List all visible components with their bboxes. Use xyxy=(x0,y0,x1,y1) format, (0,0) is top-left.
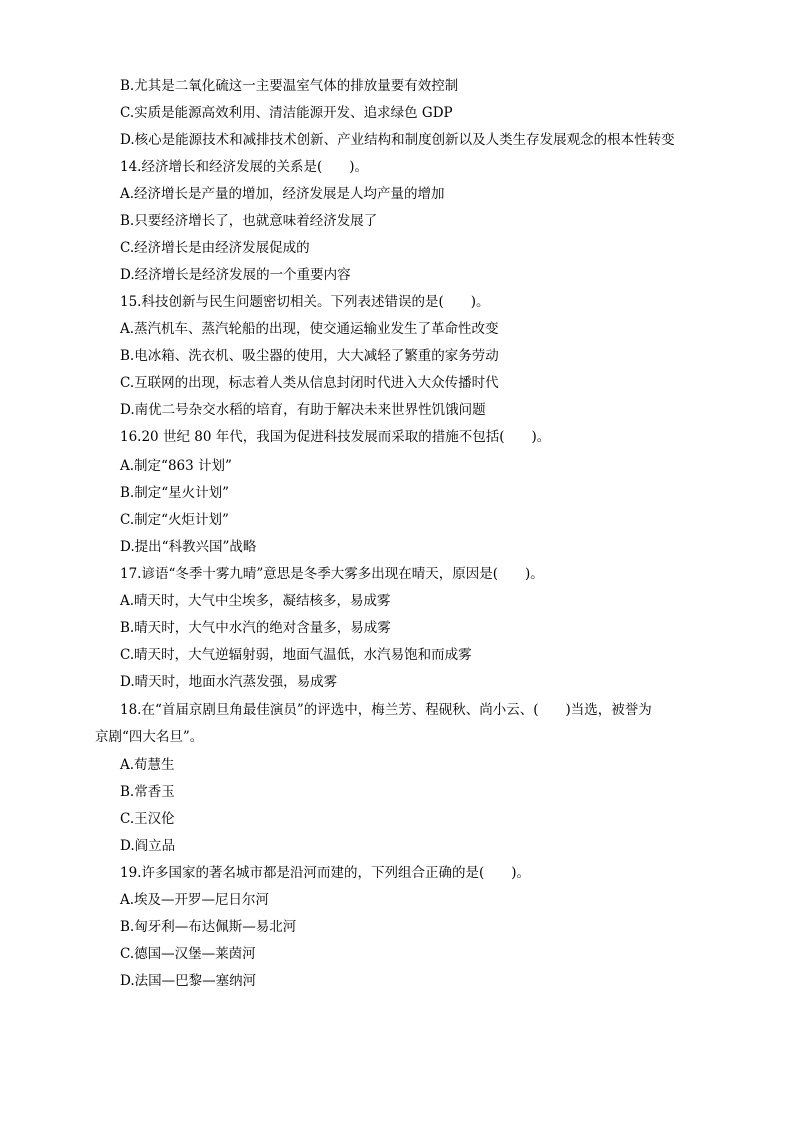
question-19: 19.许多国家的著名城市都是沿河而建的，下列组合正确的是( )。 xyxy=(120,865,531,881)
question-16: 16.20 世纪 80 年代，我国为促进科技发展而采取的措施不包括( )。 xyxy=(120,429,551,445)
option-16c: C.制定“火炬计划” xyxy=(120,512,229,528)
option-16b: B.制定“星火计划” xyxy=(120,485,230,501)
option-15d: D.南优二号杂交水稻的培育，有助于解决未来世界性饥饿问题 xyxy=(120,402,486,418)
option-13c: C.实质是能源高效利用、清洁能源开发、追求绿色 GDP xyxy=(120,105,453,121)
option-18a: A.荀慧生 xyxy=(120,757,175,773)
option-15a: A.蒸汽机车、蒸汽轮船的出现，使交通运输业发生了革命性改变 xyxy=(120,321,499,337)
option-17c: C.晴天时，大气逆辐射弱，地面气温低，水汽易饱和而成雾 xyxy=(120,647,472,663)
option-17d: D.晴天时，地面水汽蒸发强，易成雾 xyxy=(120,674,338,690)
option-16a: A.制定“863 计划” xyxy=(120,458,232,474)
option-13b: B.尤其是二氧化硫这一主要温室气体的排放量要有效控制 xyxy=(120,78,459,94)
question-17: 17.谚语“冬季十雾九晴”意思是冬季大雾多出现在晴天，原因是( )。 xyxy=(120,566,544,582)
option-16d: D.提出“科教兴国”战略 xyxy=(120,539,257,555)
option-19a: A.埃及—开罗—尼日尔河 xyxy=(120,892,270,908)
option-19d: D.法国—巴黎—塞纳河 xyxy=(120,973,257,989)
option-14c: C.经济增长是由经济发展促成的 xyxy=(120,240,310,256)
option-19b: B.匈牙利—布达佩斯—易北河 xyxy=(120,919,297,935)
option-14a: A.经济增长是产量的增加，经济发展是人均产量的增加 xyxy=(120,186,445,202)
option-15c: C.互联网的出现，标志着人类从信息封闭时代进入大众传播时代 xyxy=(120,375,499,391)
question-18: 18.在“首届京剧旦角最佳演员”的评选中，梅兰芳、程砚秋、尚小云、( )当选，被誉为 xyxy=(120,702,652,718)
option-19c: C.德国—汉堡—莱茵河 xyxy=(120,946,256,962)
option-14d: D.经济增长是经济发展的一个重要内容 xyxy=(120,267,351,283)
question-14: 14.经济增长和经济发展的关系是( )。 xyxy=(120,159,369,175)
question-18-continued: 京剧“四大名旦”。 xyxy=(95,729,204,745)
question-15: 15.科技创新与民生问题密切相关。下列表述错误的是( )。 xyxy=(120,294,490,310)
option-15b: B.电冰箱、洗衣机、吸尘器的使用，大大减轻了繁重的家务劳动 xyxy=(120,348,499,364)
option-17a: A.晴天时，大气中尘埃多，凝结核多，易成雾 xyxy=(120,593,391,609)
option-14b: B.只要经济增长了，也就意味着经济发展了 xyxy=(120,213,378,229)
option-18b: B.常香玉 xyxy=(120,784,175,800)
option-17b: B.晴天时，大气中水汽的绝对含量多，易成雾 xyxy=(120,620,391,636)
option-18d: D.阎立品 xyxy=(120,838,176,854)
option-13d: D.核心是能源技术和减排技术创新、产业结构和制度创新以及人类生存发展观念的根本性转变 xyxy=(120,132,675,148)
option-18c: C.王汉伦 xyxy=(120,811,175,827)
